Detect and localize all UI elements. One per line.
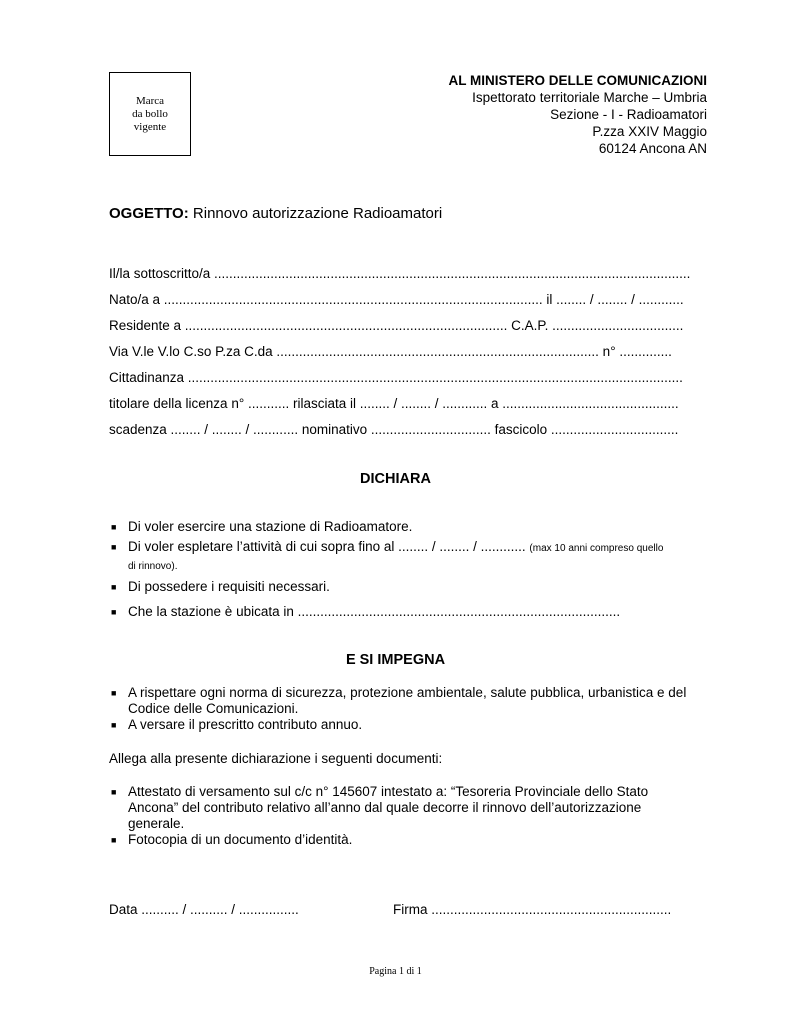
bullet-icon: ■ — [111, 688, 117, 698]
field-residente[interactable]: Residente a ...................................................................................... C.A.P. ................................... — [109, 318, 684, 333]
stamp-line-3: vigente — [133, 121, 167, 133]
field-scadenza[interactable]: scadenza ........ / ........ / ............ nominativo ................................ fascicolo .................................. — [109, 422, 679, 437]
subject-text: Rinnovo autorizzazione Radioamatori — [188, 205, 443, 222]
recipient-line-1: Ispettorato territoriale Marche – Umbria — [472, 90, 707, 105]
list-item: ■ Di voler esercire una stazione di Radioamatore. — [111, 519, 413, 534]
recipient-address — [449, 72, 708, 157]
field-nato[interactable]: Nato/a a ..................................................................................................... il ........ / ........ / ............ — [109, 292, 684, 307]
signature-field[interactable]: Firma ................................................................ — [393, 902, 672, 917]
bullet-icon: ■ — [111, 522, 117, 532]
recipient-title: AL MINISTERO DELLE COMUNICAZIONI — [448, 73, 707, 88]
bullet-icon: ■ — [111, 787, 117, 797]
list-item: ■ Di voler espletare l’attività di cui sopra fino al ........ / ........ / ............ (max 10 anni compreso quello di rinnovo). — [111, 539, 664, 572]
field-sottoscritto[interactable]: Il/la sottoscritto/a ............................................................................................................................... — [109, 266, 691, 281]
attachments-list — [109, 784, 699, 848]
date-field[interactable]: Data .......... / .......... / ................ — [109, 902, 299, 917]
recipient-line-3: P.zza XXIV Maggio — [592, 124, 707, 139]
note-rinnovo: di rinnovo). — [128, 561, 178, 572]
recipient-line-2: Sezione - I - Radioamatori — [550, 107, 707, 122]
bullet-icon: ■ — [111, 582, 117, 592]
note-max-years: (max 10 anni compreso quello — [529, 543, 664, 554]
stamp-line-1: Marca — [135, 95, 165, 107]
stamp-line-2: da bollo — [132, 108, 168, 120]
impegna-list — [109, 685, 719, 733]
subject-label: OGGETTO: — [109, 205, 189, 222]
recipient-line-4: 60124 Ancona AN — [598, 141, 707, 156]
bullet-icon: ■ — [111, 607, 117, 617]
dichiara-list — [109, 519, 719, 620]
list-item: ■ A versare il prescritto contributo annuo. — [111, 717, 363, 732]
list-item: ■ A rispettare ogni norma di sicurezza, protezione ambientale, salute pubblica, urbanistica e del Codice delle Comunicazioni. — [111, 685, 687, 716]
bullet-icon: ■ — [111, 835, 117, 845]
attachments-intro: Allega alla presente dichiarazione i seguenti documenti: — [109, 751, 443, 766]
heading-impegna: E SI IMPEGNA — [345, 652, 446, 668]
bullet-icon: ■ — [111, 542, 117, 552]
bullet-icon: ■ — [111, 720, 117, 730]
field-licenza[interactable]: titolare della licenza n° ........... rilasciata il ........ / ........ / ............ a ............................................... — [109, 396, 679, 411]
list-item: ■ Attestato di versamento sul c/c n° 145607 intestato a: “Tesoreria Provinciale dello Stato Ancona” del contributo relativo all’anno dal quale decorre il rinnovo dell’autorizzazione generale. — [111, 784, 649, 831]
page-number: Pagina 1 di 1 — [369, 966, 422, 977]
field-via[interactable]: Via V.le V.lo C.so P.za C.da ...................................................................................... n° .............. — [109, 344, 672, 359]
heading-dichiara: DICHIARA — [360, 471, 431, 487]
revenue-stamp-box — [109, 72, 191, 156]
list-item: ■ Di possedere i requisiti necessari. — [111, 579, 330, 594]
list-item: ■ Fotocopia di un documento d’identità. — [111, 832, 353, 847]
field-cittadinanza[interactable]: Cittadinanza .................................................................................................................................... — [109, 370, 683, 385]
subject-line — [109, 205, 442, 222]
list-item: ■ Che la stazione è ubicata in ...................................................................................... — [111, 604, 621, 619]
